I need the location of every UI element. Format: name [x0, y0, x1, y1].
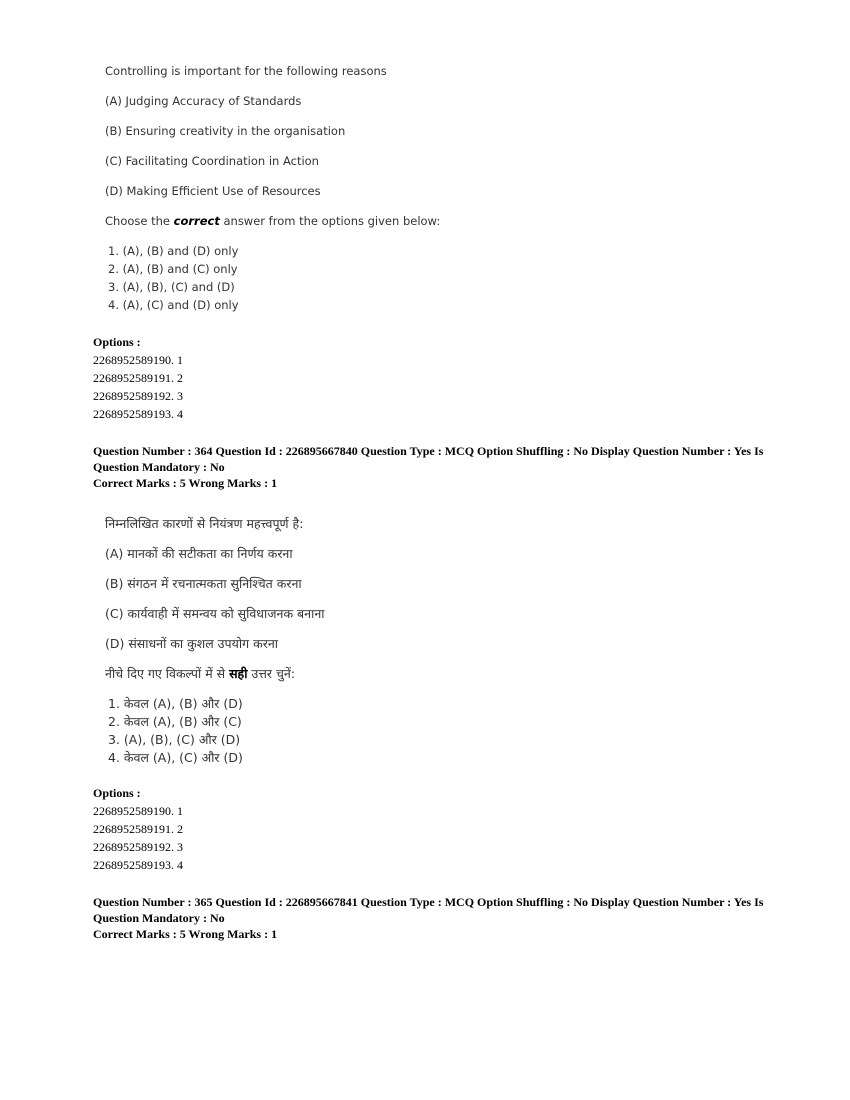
choose-instruction — [105, 214, 440, 228]
question-stem: निम्नलिखित कारणों से नियंत्रण महत्त्वपूर्ण है: — [105, 516, 304, 531]
answer-4: 4. (A), (C) and (D) only — [108, 298, 239, 312]
options-label: Options : — [93, 786, 141, 800]
option-3: 2268952589192. 3 — [93, 840, 183, 854]
statement-c: (C) Facilitating Coordination in Action — [105, 154, 319, 168]
options-label: Options : — [93, 335, 141, 349]
option-4: 2268952589193. 4 — [93, 407, 183, 421]
choose-instruction — [105, 665, 295, 682]
choose-prefix: Choose the — [105, 214, 174, 228]
answer-4: 4. केवल (A), (C) और (D) — [108, 750, 243, 765]
question-meta-line: Question Number : 364 Question Id : 226895667840 Question Type : MCQ Option Shuffling : No Display Question Number : Yes Is Question Mandatory : No — [93, 444, 764, 474]
question-stem: Controlling is important for the following reasons — [105, 64, 387, 78]
option-1: 2268952589190. 1 — [93, 804, 183, 818]
option-2: 2268952589191. 2 — [93, 371, 183, 385]
options-block-364 — [93, 784, 183, 874]
answer-1: 1. (A), (B) and (D) only — [108, 244, 239, 258]
option-3: 2268952589192. 3 — [93, 389, 183, 403]
answer-2: 2. केवल (A), (B) और (C) — [108, 714, 242, 729]
answer-2: 2. (A), (B) and (C) only — [108, 262, 238, 276]
answer-3: 3. (A), (B), (C) and (D) — [108, 280, 235, 294]
statement-a: (A) Judging Accuracy of Standards — [105, 94, 302, 108]
option-2: 2268952589191. 2 — [93, 822, 183, 836]
answer-1: 1. केवल (A), (B) और (D) — [108, 696, 243, 711]
choose-emphasis: correct — [173, 214, 220, 228]
question-364-image — [105, 515, 505, 765]
options-block-1 — [93, 333, 183, 423]
choose-emphasis: सही — [229, 666, 248, 681]
question-1-image — [105, 64, 505, 314]
statement-c: (C) कार्यवाही में समन्वय को सुविधाजनक बनाना — [105, 606, 325, 621]
answer-3: 3. (A), (B), (C) और (D) — [108, 732, 241, 747]
question-meta-line: Question Number : 365 Question Id : 226895667841 Question Type : MCQ Option Shuffling : No Display Question Number : Yes Is Question Mandatory : No — [93, 895, 764, 925]
statement-b: (B) संगठन में रचनात्मकता सुनिश्चित करना — [105, 576, 302, 591]
choose-suffix: उत्तर चुनें: — [247, 666, 296, 681]
statement-a: (A) मानकों की सटीकता का निर्णय करना — [105, 546, 293, 561]
option-4: 2268952589193. 4 — [93, 858, 183, 872]
choose-suffix: answer from the options given below: — [219, 214, 441, 228]
statement-b: (B) Ensuring creativity in the organisation — [105, 124, 346, 138]
statement-d: (D) Making Efficient Use of Resources — [105, 184, 321, 198]
statement-d: (D) संसाधनों का कुशल उपयोग करना — [105, 636, 279, 651]
marks-line: Correct Marks : 5 Wrong Marks : 1 — [93, 927, 278, 941]
marks-line: Correct Marks : 5 Wrong Marks : 1 — [93, 476, 278, 490]
option-1: 2268952589190. 1 — [93, 353, 183, 367]
question-364-meta — [93, 443, 773, 491]
question-365-meta — [93, 894, 773, 942]
choose-prefix: नीचे दिए गए विकल्पों में से — [105, 666, 230, 681]
